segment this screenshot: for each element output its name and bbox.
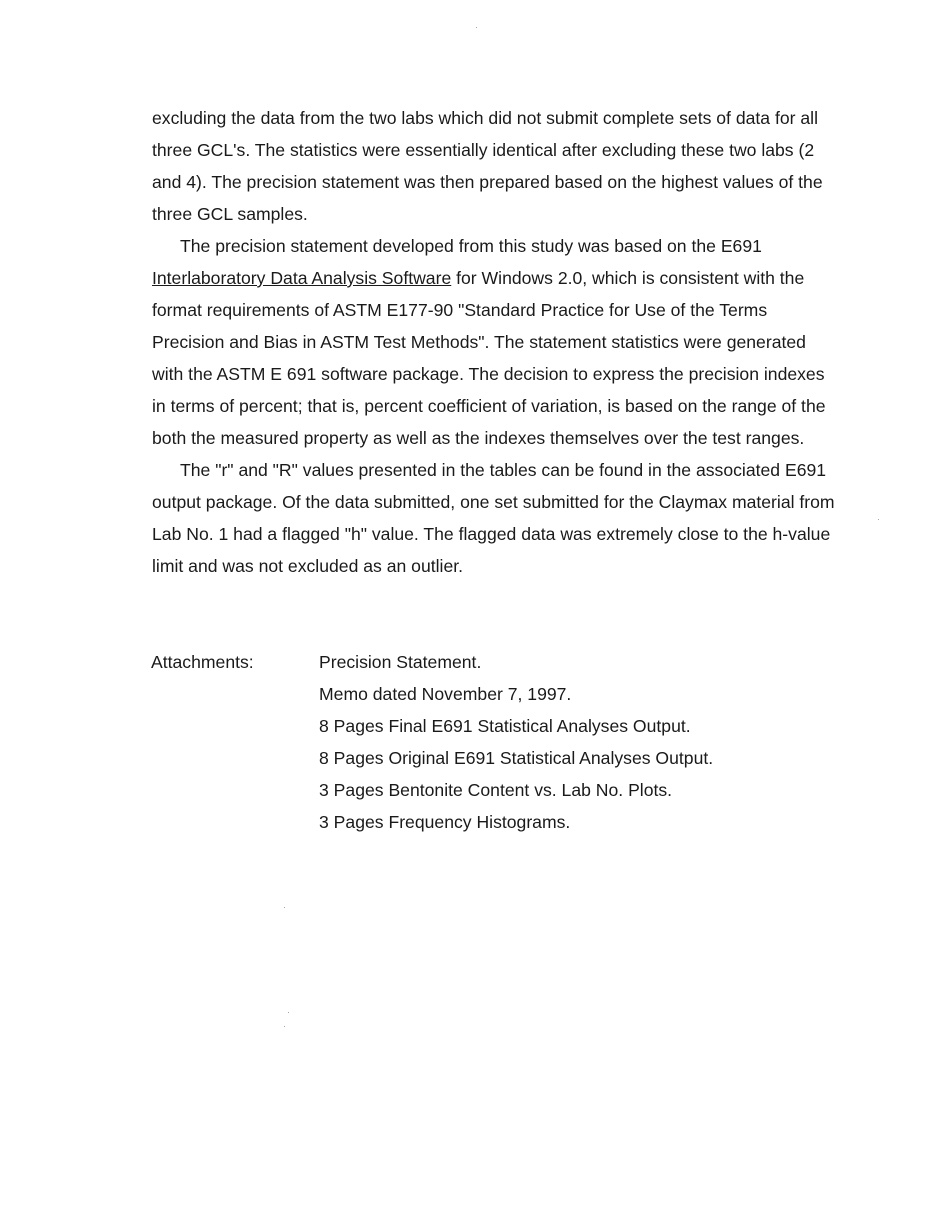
paragraph-1-text: excluding the data from the two labs which did not submit complete sets of data for all three GCL's. The statistics were essentially identical after excluding these two labs (2 and 4). The precision statement was then prepared based on the highest values of the three GCL samples. [152, 108, 823, 224]
attachment-item: Memo dated November 7, 1997. [319, 684, 572, 704]
paragraph-3-text: The "r" and "R" values presented in the tables can be found in the associated E691 output package. Of the data submitted, one set submitted for the Claymax material from Lab No. 1 had a flagged "h" value. The flagged data was extremely close to the h-value limit and was not excluded as an outlier. [152, 460, 835, 576]
attachment-item: 8 Pages Original E691 Statistical Analyses Output. [319, 748, 714, 768]
attachment-item: Precision Statement. [319, 652, 482, 672]
software-title-underlined: Interlaboratory Data Analysis Software [152, 268, 452, 288]
scan-speck [284, 1026, 285, 1027]
attachments-label: Attachments: [151, 652, 254, 672]
paragraph-2-text-after: for Windows 2.0, which is consistent with the format requirements of ASTM E177-90 "Standard Practice for Use of the Terms Precision and Bias in ASTM Test Methods". The statement statistics were generated with the ASTM E 691 software package. The decision to express the precision indexes in terms of percent; that is, percent coefficient of variation, is based on the range of the both the measured property as well as the indexes themselves over the test ranges. [152, 268, 826, 448]
scan-speck [284, 907, 285, 908]
body-text [152, 102, 842, 582]
paragraph-2-text-before: The precision statement developed from this study was based on the E691 [180, 236, 762, 256]
attachment-item: 3 Pages Bentonite Content vs. Lab No. Plots. [319, 780, 673, 800]
paragraph-continuation [152, 102, 842, 230]
scan-speck [878, 519, 879, 520]
paragraph-r-values [152, 454, 842, 582]
scan-speck [476, 27, 477, 28]
paragraph-precision-statement [152, 230, 842, 454]
attachments-list [319, 646, 839, 838]
attachment-item: 3 Pages Frequency Histograms. [319, 812, 571, 832]
attachment-item: 8 Pages Final E691 Statistical Analyses Output. [319, 716, 691, 736]
scan-speck [288, 1012, 289, 1013]
